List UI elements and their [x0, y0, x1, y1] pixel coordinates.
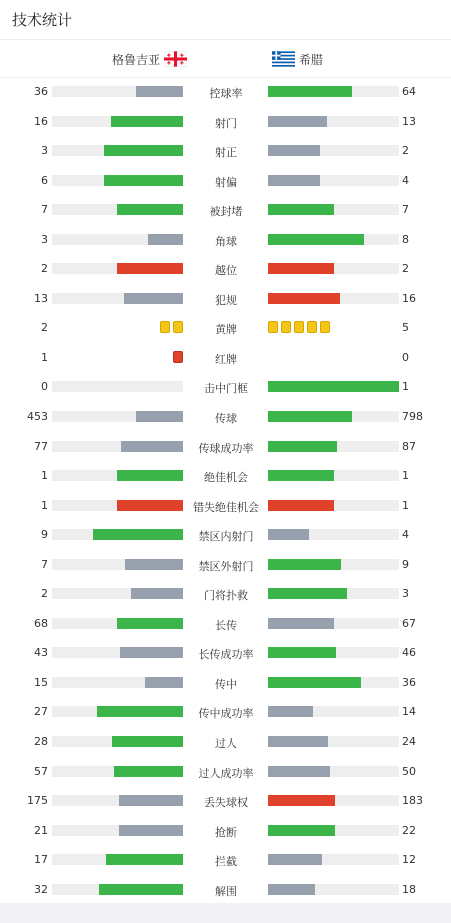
home-value: 7 [41, 557, 48, 571]
home-bar [121, 441, 183, 452]
home-bar [136, 86, 183, 97]
home-value: 2 [41, 262, 48, 276]
stat-row [0, 757, 451, 787]
away-value: 8 [402, 232, 409, 246]
away-bar-track [268, 559, 399, 570]
away-value: 12 [402, 853, 416, 867]
home-bar [114, 766, 183, 777]
stat-label: 被封堵 [209, 205, 243, 219]
away-bar [268, 677, 361, 688]
home-value: 43 [34, 646, 48, 660]
away-bar [268, 263, 334, 274]
home-bar [106, 854, 183, 865]
away-bar-track [268, 441, 399, 452]
away-bar [268, 381, 399, 392]
teams-row [0, 40, 451, 78]
away-cards [268, 321, 330, 333]
home-value: 1 [41, 350, 48, 364]
yellow-card-icon [294, 321, 304, 333]
home-value: 13 [34, 291, 48, 305]
stat-label: 传球成功率 [198, 441, 254, 455]
home-bar-track [52, 825, 183, 836]
yellow-card-icon [320, 321, 330, 333]
away-bar-track [268, 854, 399, 865]
page-title: 技术统计 [12, 11, 73, 29]
home-value: 9 [41, 528, 48, 542]
away-value: 1 [402, 498, 409, 512]
away-bar [268, 411, 352, 422]
home-bar-track [52, 795, 183, 806]
stat-label: 长传成功率 [198, 648, 254, 662]
home-bar-track [52, 234, 183, 245]
away-team [272, 50, 323, 68]
away-value: 798 [402, 410, 423, 424]
home-value: 3 [41, 144, 48, 158]
home-bar-track [52, 706, 183, 717]
away-bar-track [268, 706, 399, 717]
away-value: 36 [402, 675, 416, 689]
home-bar [117, 263, 183, 274]
away-value: 50 [402, 764, 416, 778]
away-value: 0 [402, 350, 409, 364]
home-value: 1 [41, 469, 48, 483]
home-value: 21 [34, 823, 48, 837]
footer-bar [0, 903, 451, 923]
red-card-icon [173, 351, 183, 363]
away-value: 7 [402, 203, 409, 217]
home-value: 17 [34, 853, 48, 867]
home-bar [112, 736, 183, 747]
home-bar-track [52, 884, 183, 895]
away-bar-track [268, 884, 399, 895]
home-bar [119, 795, 183, 806]
home-value: 2 [41, 321, 48, 335]
home-value: 1 [41, 498, 48, 512]
stat-row [0, 195, 451, 225]
stat-label: 抢断 [215, 825, 237, 839]
away-bar [268, 145, 320, 156]
away-value: 1 [402, 380, 409, 394]
home-bar-track [52, 588, 183, 599]
away-bar-track [268, 234, 399, 245]
away-value: 183 [402, 794, 423, 808]
away-bar-track [268, 677, 399, 688]
home-bar-track [52, 647, 183, 658]
stat-row [0, 225, 451, 255]
away-bar-track [268, 647, 399, 658]
away-bar-track [268, 411, 399, 422]
home-bar-track [52, 411, 183, 422]
away-value: 67 [402, 616, 416, 630]
yellow-card-icon [173, 321, 183, 333]
home-bar-track [52, 441, 183, 452]
away-bar [268, 825, 335, 836]
home-bar [104, 175, 183, 186]
home-bar-track [52, 736, 183, 747]
away-value: 4 [402, 173, 409, 187]
stat-row [0, 343, 451, 373]
home-value: 6 [41, 173, 48, 187]
away-bar [268, 500, 334, 511]
home-team [112, 50, 187, 68]
stat-label: 传中 [215, 677, 237, 691]
home-bar [99, 884, 183, 895]
home-bar-track [52, 204, 183, 215]
home-bar-track [52, 500, 183, 511]
away-bar [268, 86, 352, 97]
home-bar [117, 618, 183, 629]
away-bar-track [268, 825, 399, 836]
home-value: 32 [34, 882, 48, 896]
away-bar [268, 175, 320, 186]
away-value: 22 [402, 823, 416, 837]
home-team-name: 格鲁吉亚 [112, 52, 161, 67]
home-bar [104, 145, 183, 156]
home-bar-track [52, 677, 183, 688]
home-bar-track [52, 618, 183, 629]
home-bar [148, 234, 183, 245]
home-cards [160, 321, 183, 333]
stat-label: 射门 [215, 116, 237, 130]
stat-label: 射偏 [215, 175, 237, 189]
stat-row [0, 875, 451, 905]
away-value: 24 [402, 735, 416, 749]
home-bar [119, 825, 183, 836]
home-bar [117, 204, 183, 215]
away-bar-track [268, 500, 399, 511]
yellow-card-icon [281, 321, 291, 333]
away-bar-track [268, 588, 399, 599]
stat-row [0, 697, 451, 727]
home-bar-track [52, 470, 183, 481]
away-bar [268, 795, 335, 806]
away-value: 1 [402, 469, 409, 483]
stat-label: 传球 [215, 412, 237, 426]
stat-label: 门将扑救 [204, 589, 248, 603]
home-value: 2 [41, 587, 48, 601]
home-bar [124, 293, 183, 304]
stat-row [0, 461, 451, 491]
stat-row [0, 402, 451, 432]
away-bar [268, 854, 322, 865]
yellow-card-icon [160, 321, 170, 333]
away-value: 87 [402, 439, 416, 453]
away-bar [268, 884, 315, 895]
yellow-card-icon [307, 321, 317, 333]
home-bar-track [52, 263, 183, 274]
away-bar-track [268, 766, 399, 777]
home-value: 15 [34, 675, 48, 689]
home-value: 36 [34, 85, 48, 98]
away-bar [268, 618, 334, 629]
away-bar [268, 559, 341, 570]
stat-row [0, 491, 451, 521]
stat-label: 过人成功率 [198, 766, 254, 780]
home-bar [145, 677, 183, 688]
home-value: 57 [34, 764, 48, 778]
away-bar [268, 588, 347, 599]
home-bar [117, 500, 183, 511]
home-bar-track [52, 145, 183, 156]
stat-label: 传中成功率 [198, 707, 254, 721]
stat-row [0, 372, 451, 402]
home-bar [97, 706, 183, 717]
away-bar-track [268, 618, 399, 629]
stat-row [0, 432, 451, 462]
home-bar-track [52, 766, 183, 777]
stat-row [0, 845, 451, 875]
away-value: 64 [402, 85, 416, 98]
stat-label: 解围 [215, 884, 237, 898]
greece-flag-icon [272, 51, 295, 67]
away-bar [268, 441, 337, 452]
home-value: 175 [27, 794, 48, 808]
away-team-name: 希腊 [299, 52, 324, 67]
away-bar-track [268, 529, 399, 540]
stat-row [0, 284, 451, 314]
away-value: 46 [402, 646, 416, 660]
stat-label: 黄牌 [215, 323, 237, 337]
home-value: 0 [41, 380, 48, 394]
stat-label: 击中门框 [204, 382, 248, 396]
away-bar-track [268, 145, 399, 156]
away-bar-track [268, 86, 399, 97]
stat-row [0, 107, 451, 137]
home-bar [136, 411, 183, 422]
stat-row [0, 816, 451, 846]
georgia-flag-icon [164, 51, 187, 67]
home-value: 453 [27, 410, 48, 424]
stat-row [0, 136, 451, 166]
home-bar-track [52, 854, 183, 865]
away-value: 9 [402, 557, 409, 571]
away-bar [268, 647, 336, 658]
home-value: 16 [34, 114, 48, 128]
away-bar-track [268, 263, 399, 274]
home-value: 77 [34, 439, 48, 453]
away-value: 16 [402, 291, 416, 305]
home-bar [93, 529, 183, 540]
away-value: 5 [402, 321, 409, 335]
away-value: 18 [402, 882, 416, 896]
stat-label: 控球率 [209, 87, 243, 100]
away-bar-track [268, 470, 399, 481]
home-bar [131, 588, 183, 599]
home-bar-track [52, 175, 183, 186]
home-bar [117, 470, 183, 481]
away-bar [268, 470, 334, 481]
away-bar [268, 706, 313, 717]
stat-row [0, 786, 451, 816]
stat-label: 过人 [215, 737, 237, 751]
stat-label: 错失绝佳机会 [193, 500, 259, 514]
stat-row [0, 520, 451, 550]
stat-row [0, 254, 451, 284]
away-bar-track [268, 116, 399, 127]
stat-label: 射正 [215, 146, 237, 160]
stat-label: 绝佳机会 [204, 471, 248, 485]
stat-row [0, 609, 451, 639]
home-bar-track [52, 86, 183, 97]
home-bar-track [52, 381, 183, 392]
home-bar-track [52, 116, 183, 127]
away-bar-track [268, 204, 399, 215]
stat-label: 拦截 [215, 855, 237, 869]
stat-row [0, 668, 451, 698]
away-bar-track [268, 381, 399, 392]
away-value: 14 [402, 705, 416, 719]
stat-row [0, 550, 451, 580]
stat-row [0, 77, 451, 107]
away-value: 2 [402, 262, 409, 276]
away-value: 13 [402, 114, 416, 128]
stat-label: 越位 [215, 264, 237, 278]
away-bar [268, 766, 330, 777]
stat-row [0, 313, 451, 343]
away-value: 4 [402, 528, 409, 542]
stat-label: 禁区外射门 [198, 559, 254, 573]
away-value: 3 [402, 587, 409, 601]
home-bar [111, 116, 183, 127]
stat-label: 犯规 [215, 293, 237, 307]
away-bar-track [268, 795, 399, 806]
home-bar-track [52, 293, 183, 304]
stat-row [0, 727, 451, 757]
home-value: 28 [34, 735, 48, 749]
away-bar [268, 116, 327, 127]
home-bar-track [52, 559, 183, 570]
away-bar [268, 234, 364, 245]
away-bar [268, 293, 340, 304]
home-value: 3 [41, 232, 48, 246]
stat-row [0, 638, 451, 668]
home-value: 7 [41, 203, 48, 217]
away-bar-track [268, 175, 399, 186]
stat-label: 长传 [215, 618, 237, 632]
stat-label: 禁区内射门 [198, 530, 254, 544]
away-bar-track [268, 736, 399, 747]
stat-label: 红牌 [215, 352, 237, 366]
stat-row [0, 579, 451, 609]
yellow-card-icon [268, 321, 278, 333]
stat-label: 丢失球权 [204, 796, 248, 810]
away-bar-track [268, 293, 399, 304]
home-value: 68 [34, 616, 48, 630]
home-bar [120, 647, 183, 658]
stats-header [0, 0, 451, 40]
stats-list [0, 77, 451, 904]
home-bar [125, 559, 183, 570]
away-bar [268, 529, 309, 540]
home-bar-track [52, 529, 183, 540]
home-cards [173, 351, 183, 363]
home-value: 27 [34, 705, 48, 719]
away-bar [268, 736, 328, 747]
stat-label: 角球 [215, 234, 237, 248]
away-bar [268, 204, 334, 215]
stat-row [0, 166, 451, 196]
away-value: 2 [402, 144, 409, 158]
